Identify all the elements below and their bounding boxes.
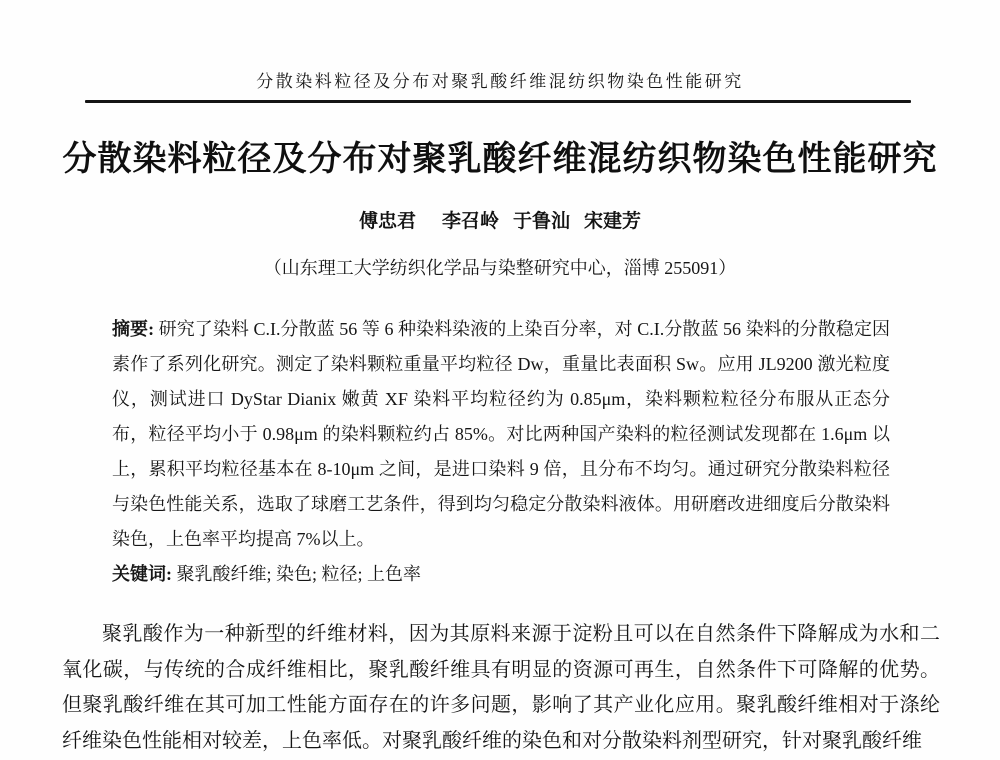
keywords-text: 聚乳酸纤维; 染色; 粒径; 上色率 (176, 564, 422, 584)
paper-title: 分散染料粒径及分布对聚乳酸纤维混纺织物染色性能研究 (62, 140, 938, 178)
abstract-paragraph (112, 312, 890, 557)
running-header: 分散染料粒径及分布对聚乳酸纤维混纺织物染色性能研究 (256, 72, 744, 91)
authors-line (0, 206, 1000, 233)
author-name: 宋建芳 (584, 211, 642, 232)
body-section (62, 617, 940, 759)
author-name: 李召岭 (441, 211, 499, 232)
keywords-label: 关键词: (112, 564, 172, 584)
abstract-label: 摘要: (112, 319, 155, 339)
header-rule (85, 100, 911, 103)
affiliation: （山东理工大学纺织化学品与染整研究中心，淄博 255091） (263, 258, 737, 278)
body-paragraph: 聚乳酸作为一种新型的纤维材料，因为其原料来源于淀粉且可以在自然条件下降解成为水和二氧化碳，与传统的合成纤维相比，聚乳酸纤维具有明显的资源可再生，自然条件下可降解的优势。但聚乳酸纤维在其可加工性能方面存在的许多问题，影响了其产业化应用。聚乳酸纤维相对于涤纶纤维染色性能相对较差，上色率低。对聚乳酸纤维的染色和对分散染料剂型研究，针对聚乳酸纤维 (62, 623, 940, 752)
abstract-text: 研究了染料 C.I.分散蓝 56 等 6 种染料染液的上染百分率，对 C.I.分散蓝 56 染料的分散稳定因素作了系列化研究。测定了染料颗粒重量平均粒径 Dw，重量比表面积 Sw。应用 JL9200 激光粒度仪，测试进口 DyStar Dianix 嫩黄 XF 染料平均粒径约为 0.85μm，染料颗粒粒径分布服从正态分布，粒径平均小于 0.98μm 的染料颗粒约占 85%。对比两种国产染料的粒径测试发现都在 1.6μm 以上，累积平均粒径基本在 8-10μm 之间，是进口染料 9 倍，且分布不均匀。通过研究分散染料粒径与染色性能关系，选取了球磨工艺条件，得到均匀稳定分散染料液体。用研磨改进细度后分散染料染色，上色率平均提高 7%以上。 (112, 319, 891, 549)
keywords-line (112, 557, 890, 592)
author-name: 于鲁汕 (513, 211, 571, 232)
author-name: 傅忠君 (358, 211, 416, 232)
abstract-section (112, 312, 890, 592)
